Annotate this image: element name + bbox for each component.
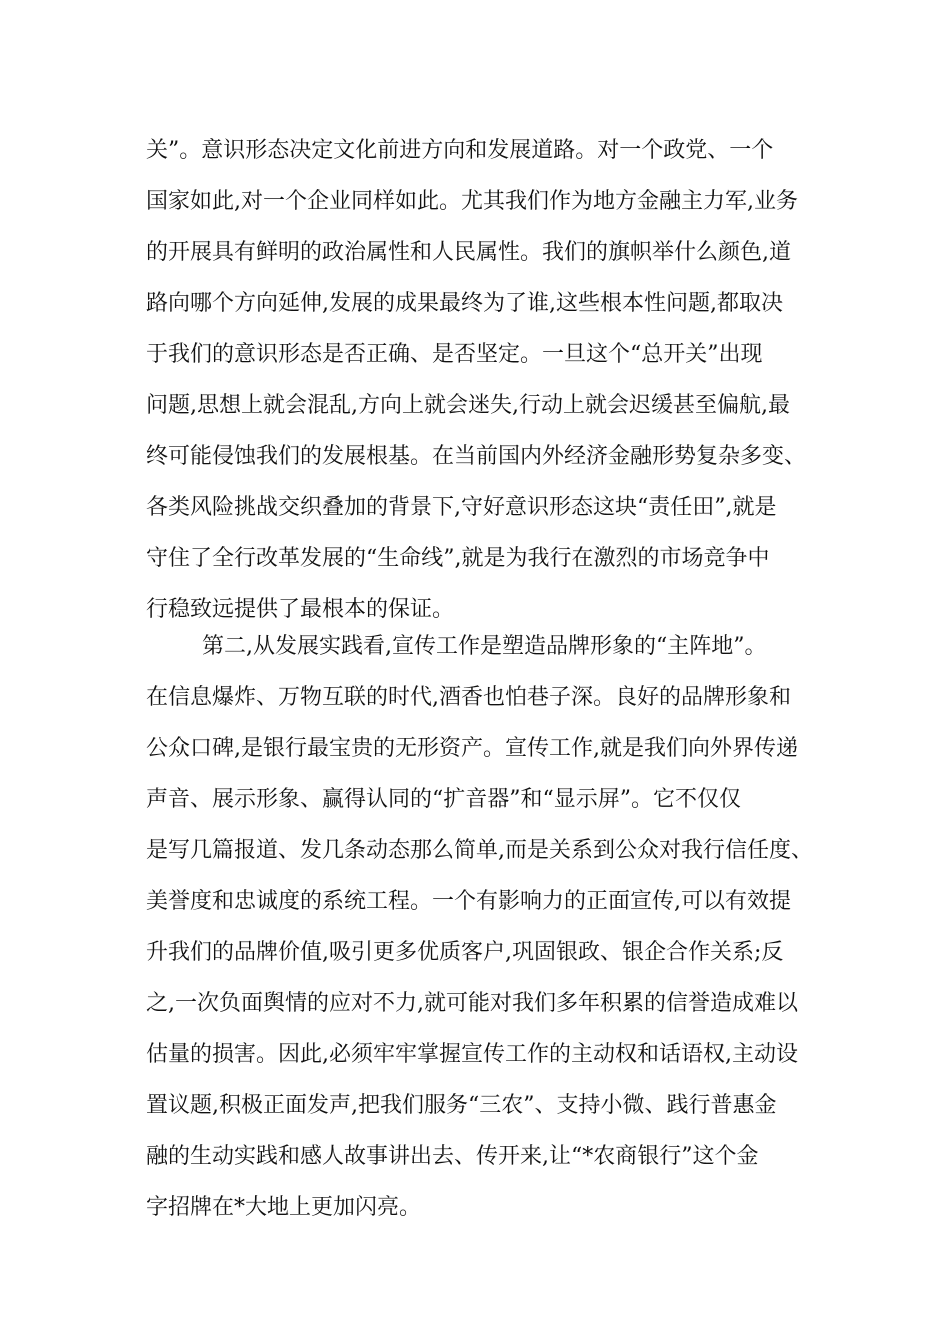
text-line: 之,一次负面舆情的应对不力,就可能对我们多年积累的信誉造成难以: [146, 991, 798, 1016]
text-line: 在信息爆炸、万物互联的时代,酒香也怕巷子深。良好的品牌形象和: [146, 685, 791, 710]
text-line: 字招牌在*大地上更加闪亮。: [146, 1195, 422, 1220]
text-line: 终可能侵蚀我们的发展根基。在当前国内外经济金融形势复杂多变、: [146, 444, 807, 469]
text-line: 关”。意识形态决定文化前进方向和发展道路。对一个政党、一个: [146, 138, 774, 163]
text-line: 国家如此,对一个企业同样如此。尤其我们作为地方金融主力军,业务: [146, 189, 798, 214]
text-line: 置议题,积极正面发声,把我们服务“三农”、支持小微、践行普惠金: [146, 1093, 777, 1118]
text-line: 的开展具有鲜明的政治属性和人民属性。我们的旗帜举什么颜色,道: [146, 240, 791, 265]
text-line: 路向哪个方向延伸,发展的成果最终为了谁,这些根本性问题,都取决: [146, 291, 783, 316]
text-line: 问题,思想上就会混乱,方向上就会迷失,行动上就会迟缓甚至偏航,最: [146, 393, 790, 418]
text-line: 美誉度和忠诚度的系统工程。一个有影响力的正面宣传,可以有效提: [146, 889, 791, 914]
text-line: 是写几篇报道、发几条动态那么简单,而是关系到公众对我行信任度、: [146, 838, 813, 863]
text-line: 升我们的品牌价值,吸引更多优质客户,巩固银政、银企合作关系;反: [146, 940, 784, 965]
text-line: 行稳致远提供了最根本的保证。: [146, 597, 455, 622]
text-line: 守住了全行改革发展的“生命线”,就是为我行在激烈的市场竞争中: [146, 546, 770, 571]
text-line: 各类风险挑战交织叠加的背景下,守好意识形态这块“责任田”,就是: [146, 495, 777, 520]
text-line: 于我们的意识形态是否正确、是否坚定。一旦这个“总开关”出现: [146, 342, 763, 367]
text-line: 公众口碑,是银行最宝贵的无形资产。宣传工作,就是我们向外界传递: [146, 736, 798, 761]
text-line: 估量的损害。因此,必须牢牢掌握宣传工作的主动权和话语权,主动设: [146, 1042, 798, 1067]
text-line: 融的生动实践和感人故事讲出去、传开来,让“*农商银行”这个金: [146, 1144, 759, 1169]
text-line: 声音、展示形象、赢得认同的“扩音器”和“显示屏”。它不仅仅: [146, 787, 741, 812]
text-line-first: 第二,从发展实践看,宣传工作是塑造品牌形象的“主阵地”。: [202, 634, 767, 659]
